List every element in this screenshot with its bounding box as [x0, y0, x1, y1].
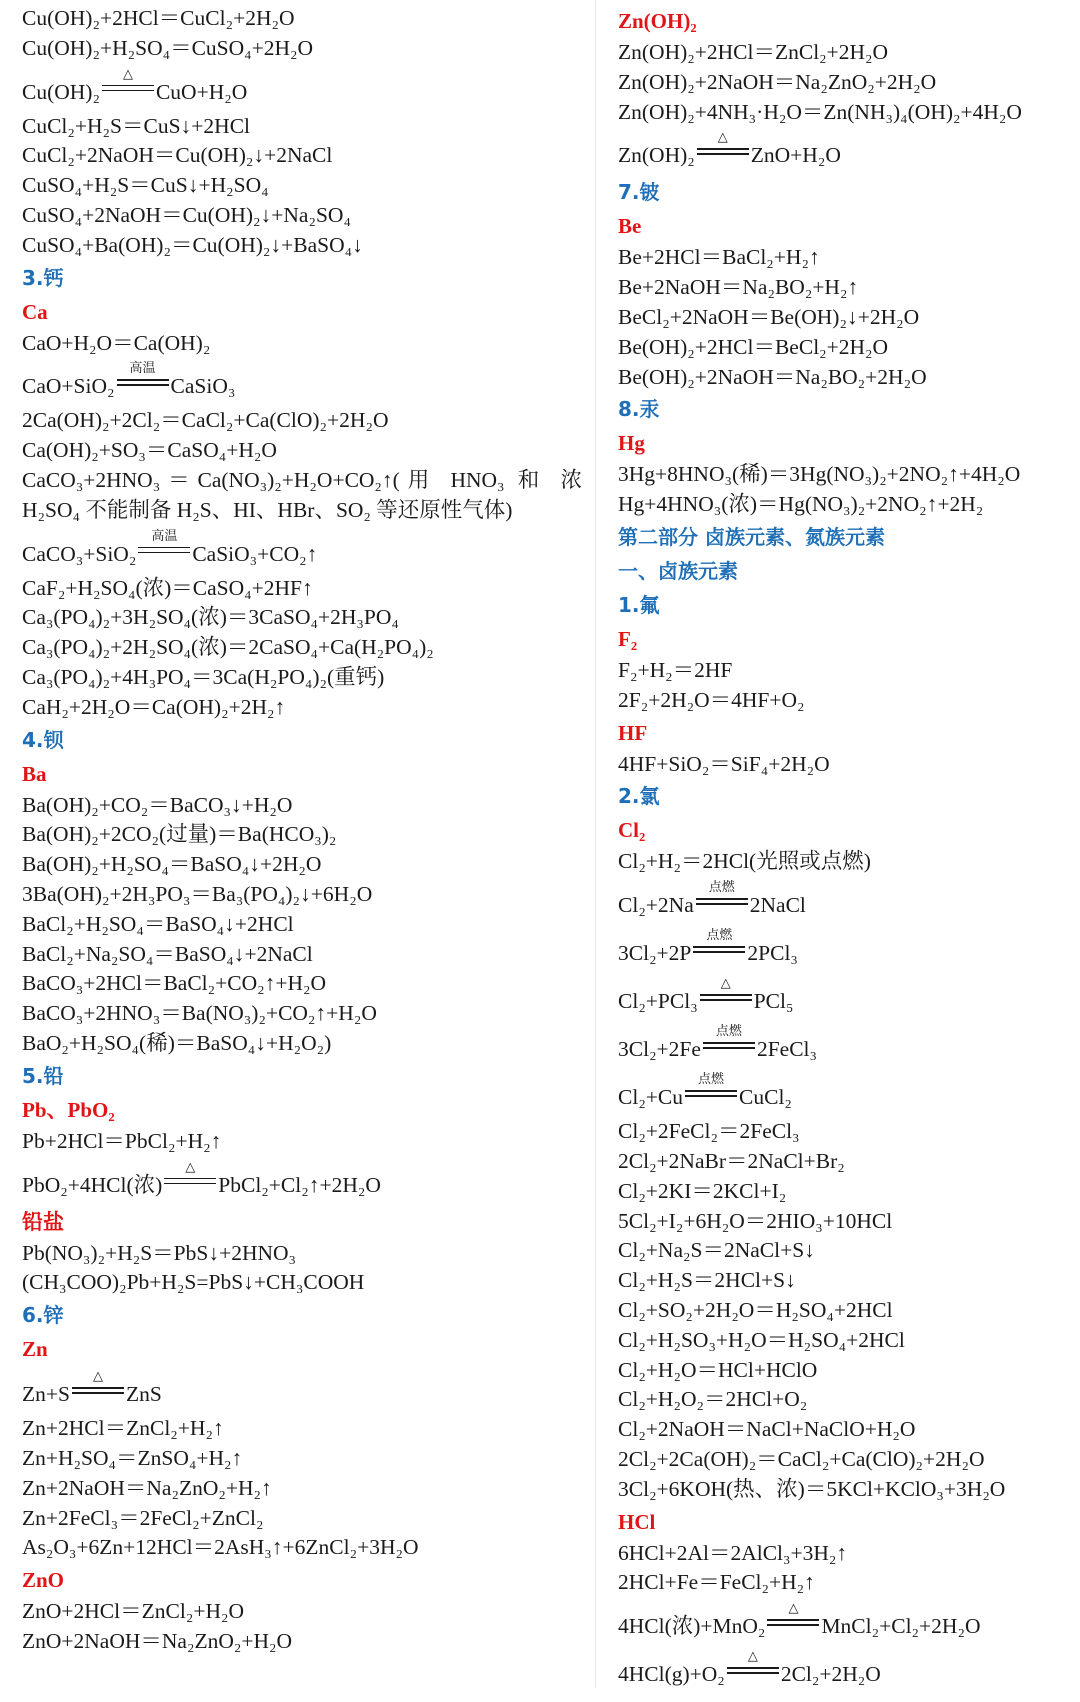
equation-line: CaO+H₂O＝Ca(OH)₂	[22, 330, 211, 355]
equation-products: CuCl₂	[739, 1085, 792, 1110]
equals-bar-top	[727, 1667, 779, 1668]
equals-bar-bottom	[700, 999, 752, 1000]
equation-line: 4HF+SiO₂＝SiF₄+2H₂O	[618, 751, 830, 776]
reaction-condition-sign	[72, 1369, 124, 1395]
equation-line: Ba(OH)₂+CO₂＝BaCO₃↓+H₂O	[22, 792, 293, 817]
equals-bar-top	[164, 1178, 216, 1179]
equation-line: Be(OH)₂+2NaOH＝Na₂BO₂+2H₂O	[618, 364, 927, 389]
equals-bar-bottom	[693, 951, 745, 952]
section-heading: 7.铍	[618, 180, 660, 205]
reaction-condition: 高温	[151, 528, 178, 544]
equation-line: F₂+H₂＝2HF	[618, 657, 733, 682]
equation-products: 2PCl₃	[747, 941, 798, 966]
conditional-equation-line	[618, 973, 1068, 1021]
right-column	[618, 4, 1068, 1694]
equation-products: PbCl₂+Cl₂↑+2H₂O	[218, 1172, 381, 1197]
substance-heading: Cl₂	[618, 818, 646, 843]
reaction-condition: 点燃	[708, 880, 735, 896]
equals-bar-bottom	[696, 903, 748, 904]
equation-reactants: Cl₂+2Na	[618, 893, 694, 918]
substance-heading: 铅盐	[22, 1209, 64, 1234]
substance-heading: Zn(OH)₂	[618, 9, 697, 33]
equals-bar-top	[696, 898, 748, 899]
conditional-equation-line	[618, 1646, 1068, 1694]
equation-line: 2F₂+2H₂O＝4HF+O₂	[618, 687, 805, 712]
equation-line: (CH₃COO)₂Pb+H₂S=PbS↓+CH₃COOH	[22, 1270, 365, 1295]
equation-line: 3Hg+8HNO₃(稀)＝3Hg(NO₃)₂+2NO₂↑+4H₂O	[618, 462, 1021, 487]
equation-products: ZnS	[125, 1382, 162, 1407]
equation-reactants: Cu(OH)₂	[22, 79, 100, 104]
equation-line: Zn(OH)₂+2HCl＝ZnCl₂+2H₂O	[618, 40, 889, 64]
equals-bar-top	[700, 994, 752, 995]
equation-line: CuSO₄+Ba(OH)₂＝Cu(OH)₂↓+BaSO₄↓	[22, 232, 363, 257]
reaction-condition: △	[92, 1369, 103, 1385]
reaction-condition-sign	[727, 1649, 779, 1675]
reaction-condition: 点燃	[706, 928, 733, 944]
reaction-condition-sign	[164, 1159, 216, 1186]
equation-reactants: PbO₂+4HCl(浓)	[22, 1172, 163, 1197]
equals-bar-top	[102, 85, 154, 86]
equation-line: Ca₃(PO₄)₂+2H₂SO₄(浓)＝2CaSO₄+Ca(H₂PO₄)₂	[22, 635, 434, 660]
equation-products: CuO+H₂O	[155, 79, 248, 104]
equals-bar-top	[693, 946, 745, 947]
equation-line: Cl₂+2FeCl₂＝2FeCl₃	[618, 1119, 800, 1144]
equals-bar-top	[138, 547, 190, 548]
equation-products: CaSiO₃	[170, 374, 236, 399]
equation-reactants: Cl₂+PCl₃	[618, 989, 698, 1014]
conditional-equation-line	[22, 64, 582, 112]
reaction-condition-sign	[138, 528, 190, 555]
equation-line: Cu(OH)₂+2HCl＝CuCl₂+2H₂O	[22, 6, 295, 30]
reaction-condition: 高温	[129, 361, 156, 377]
equation-line: Zn+2NaOH＝Na₂ZnO₂+H₂↑	[22, 1475, 272, 1500]
reaction-condition: 点燃	[715, 1024, 742, 1040]
section-heading: 4.钡	[22, 727, 64, 752]
conditional-equation-line	[22, 526, 582, 574]
conditional-equation-line	[618, 1069, 1068, 1117]
equation-reactants: Cl₂+Cu	[618, 1085, 684, 1110]
equation-line: CaCO₃+2HNO₃＝Ca(NO₃)₂+H₂O+CO₂↑(用 HNO₃ 和 浓 H₂SO₄ 不能制备 H₂S、HI、HBr、SO₂ 等还原性气体)	[22, 467, 582, 522]
substance-heading: Pb、PbO₂	[22, 1097, 115, 1122]
equation-line: BaO₂+H₂SO₄(稀)＝BaSO₄↓+H₂O₂)	[22, 1030, 332, 1055]
equation-line: BaCO₃+2HCl＝BaCl₂+CO₂↑+H₂O	[22, 971, 327, 996]
equation-line: Be+2NaOH＝Na₂BO₂+H₂↑	[618, 275, 859, 300]
reaction-condition: △	[788, 1601, 799, 1617]
equation-line: Zn+2FeCl₃＝2FeCl₂+ZnCl₂	[22, 1505, 264, 1530]
equation-line: BaCO₃+2HNO₃＝Ba(NO₃)₂+CO₂↑+H₂O	[22, 1001, 377, 1026]
section-heading: 5.铅	[22, 1063, 64, 1088]
column-divider	[595, 0, 596, 1688]
equation-line: Cl₂+SO₂+2H₂O＝H₂SO₄+2HCl	[618, 1297, 893, 1322]
substance-heading: F₂	[618, 626, 638, 651]
equation-reactants: 4HCl(g)+O₂	[618, 1662, 725, 1687]
equals-bar-bottom	[164, 1183, 216, 1184]
reaction-condition: 点燃	[698, 1072, 725, 1088]
equation-products: 2FeCl₃	[756, 1037, 817, 1062]
equals-bar-top	[767, 1619, 819, 1620]
reaction-condition: △	[122, 66, 133, 82]
equals-bar-bottom	[102, 90, 154, 91]
substance-heading: Be	[618, 214, 642, 239]
equation-line: 3Ba(OH)₂+2H₃PO₃＝Ba₃(PO₄)₂↓+6H₂O	[22, 881, 373, 906]
equals-bar-bottom	[767, 1624, 819, 1625]
equation-line: 6HCl+2Al＝2AlCl₃+3H₂↑	[618, 1540, 848, 1565]
section-heading: 8.汞	[618, 397, 660, 422]
equals-bar-bottom	[727, 1672, 779, 1673]
equation-line: As₂O₃+6Zn+12HCl＝2AsH₃↑+6ZnCl₂+3H₂O	[22, 1535, 419, 1560]
equals-bar-top	[72, 1387, 124, 1388]
equals-bar-bottom	[72, 1392, 124, 1393]
equation-products: MnCl₂+Cl₂+2H₂O	[821, 1614, 981, 1639]
equation-line: Cl₂+H₂S＝2HCl+S↓	[618, 1268, 796, 1293]
reaction-condition-sign	[703, 1024, 755, 1050]
equation-reactants: Zn(OH)₂	[618, 143, 695, 168]
equation-line: Cl₂+H₂O＝HCl+HClO	[618, 1357, 818, 1382]
equation-products: PCl₅	[753, 989, 794, 1014]
reaction-condition-sign	[697, 130, 749, 156]
equation-line: Zn(OH)₂+2NaOH＝Na₂ZnO₂+2H₂O	[618, 69, 937, 94]
substance-heading: Ba	[22, 761, 47, 786]
equation-products: 2Cl₂+2H₂O	[780, 1662, 881, 1687]
equation-reactants: CaO+SiO₂	[22, 374, 115, 399]
equation-line: Zn(OH)₂+4NH₃·H₂O＝Zn(NH₃)₄(OH)₂+4H₂O	[618, 99, 1022, 124]
section-heading: 3.钙	[22, 265, 64, 290]
equation-line: Zn+H₂SO₄＝ZnSO₄+H₂↑	[22, 1445, 243, 1470]
equation-line: 5Cl₂+I₂+6H₂O＝2HIO₃+10HCl	[618, 1208, 893, 1233]
section-heading: 1.氟	[618, 592, 660, 617]
reaction-condition: △	[747, 1649, 758, 1665]
section-heading: 一、卤族元素	[618, 558, 738, 583]
equation-products: 2NaCl	[749, 893, 806, 918]
equation-line: Cl₂+H₂＝2HCl(光照或点燃)	[618, 849, 871, 874]
equals-bar-top	[685, 1090, 737, 1091]
equation-line: 2HCl+Fe＝FeCl₂+H₂↑	[618, 1570, 815, 1595]
equation-line: Cl₂+2KI＝2KCl+I₂	[618, 1178, 787, 1203]
equals-bar-bottom	[703, 1047, 755, 1048]
equation-line: 2Ca(OH)₂+2Cl₂＝CaCl₂+Ca(ClO)₂+2H₂O	[22, 408, 389, 433]
equation-line: ZnO+2HCl＝ZnCl₂+H₂O	[22, 1599, 244, 1624]
equation-line: Be(OH)₂+2HCl＝BeCl₂+2H₂O	[618, 334, 889, 359]
equals-bar-bottom	[138, 552, 190, 553]
equation-line: Cl₂+2NaOH＝NaCl+NaClO+H₂O	[618, 1417, 916, 1442]
equation-reactants: CaCO₃+SiO₂	[22, 541, 137, 566]
equation-line: Be+2HCl＝BaCl₂+H₂↑	[618, 245, 820, 270]
reaction-condition: △	[720, 976, 731, 992]
equation-line: Ca₃(PO₄)₂+4H₃PO₄＝3Ca(H₂PO₄)₂(重钙)	[22, 664, 385, 689]
conditional-equation-line	[22, 1157, 582, 1205]
equation-reactants: 3Cl₂+2Fe	[618, 1037, 701, 1062]
equation-line: Zn+2HCl＝ZnCl₂+H₂↑	[22, 1416, 224, 1441]
equation-line: Cu(OH)₂+H₂SO₄＝CuSO₄+2H₂O	[22, 35, 314, 60]
substance-heading: HCl	[618, 1509, 656, 1534]
reaction-condition: △	[717, 130, 728, 146]
section-heading: 6.锌	[22, 1303, 64, 1328]
equals-bar-bottom	[117, 384, 169, 385]
equals-bar-top	[117, 379, 169, 380]
equation-line: Ba(OH)₂+2CO₂(过量)＝Ba(HCO₃)₂	[22, 822, 337, 847]
reaction-condition-sign	[102, 66, 154, 93]
substance-heading: Zn	[22, 1337, 48, 1362]
substance-heading: Hg	[618, 431, 645, 456]
equation-line: Ca₃(PO₄)₂+3H₂SO₄(浓)＝3CaSO₄+2H₃PO₄	[22, 605, 399, 630]
equation-line: Cl₂+H₂SO₃+H₂O＝H₂SO₄+2HCl	[618, 1327, 905, 1352]
equation-line: Pb(NO₃)₂+H₂S＝PbS↓+2HNO₃	[22, 1240, 297, 1265]
equation-line: 2Cl₂+2Ca(OH)₂＝CaCl₂+Ca(ClO)₂+2H₂O	[618, 1446, 985, 1471]
equation-line: CuSO₄+H₂S＝CuS↓+H₂SO₄	[22, 173, 269, 198]
conditional-equation-line	[22, 1366, 582, 1414]
conditional-equation-line	[618, 127, 1068, 175]
conditional-equation-line	[22, 358, 582, 406]
equals-bar-bottom	[685, 1095, 737, 1096]
equation-line: Cl₂+Na₂S＝2NaCl+S↓	[618, 1238, 815, 1263]
equation-reactants: Zn+S	[22, 1382, 70, 1407]
equation-reactants: 3Cl₂+2P	[618, 941, 692, 966]
reaction-condition-sign	[117, 361, 169, 387]
equation-line: 2Cl₂+2NaBr＝2NaCl+Br₂	[618, 1148, 845, 1173]
conditional-equation-line	[618, 1021, 1068, 1069]
equation-line: CaF₂+H₂SO₄(浓)＝CaSO₄+2HF↑	[22, 575, 313, 600]
conditional-equation-line	[618, 877, 1068, 925]
conditional-equation-line	[618, 925, 1068, 973]
equals-bar-bottom	[697, 153, 749, 154]
section-heading: 2.氯	[618, 784, 660, 809]
equation-products: ZnO+H₂O	[750, 143, 841, 168]
equation-line: Hg+4HNO₃(浓)＝Hg(NO₃)₂+2NO₂↑+2H₂	[618, 492, 984, 517]
equation-line: Cl₂+H₂O₂＝2HCl+O₂	[618, 1387, 808, 1412]
equation-line: BaCl₂+H₂SO₄＝BaSO₄↓+2HCl	[22, 911, 294, 936]
left-column	[22, 4, 582, 1657]
substance-heading: ZnO	[22, 1568, 65, 1593]
equation-line: ZnO+2NaOH＝Na₂ZnO₂+H₂O	[22, 1628, 293, 1653]
reaction-condition-sign	[685, 1072, 737, 1098]
equation-line: BaCl₂+Na₂SO₄＝BaSO₄↓+2NaCl	[22, 941, 313, 966]
reaction-condition-sign	[693, 928, 745, 954]
equation-reactants: 4HCl(浓)+MnO₂	[618, 1614, 766, 1639]
equation-line: CuCl₂+2NaOH＝Cu(OH)₂↓+2NaCl	[22, 143, 333, 168]
substance-heading: Ca	[22, 299, 48, 324]
reaction-condition-sign	[767, 1601, 819, 1627]
equation-line: Ba(OH)₂+H₂SO₄＝BaSO₄↓+2H₂O	[22, 852, 322, 877]
equation-line: BeCl₂+2NaOH＝Be(OH)₂↓+2H₂O	[618, 304, 920, 329]
equation-line: CuCl₂+H₂S＝CuS↓+2HCl	[22, 113, 251, 138]
equation-line: 3Cl₂+6KOH(热、浓)＝5KCl+KClO₃+3H₂O	[618, 1476, 1006, 1501]
equation-products: CaSiO₃+CO₂↑	[192, 541, 318, 566]
reaction-condition-sign	[696, 880, 748, 906]
reaction-condition-sign	[700, 976, 752, 1002]
equation-line: CaH₂+2H₂O＝Ca(OH)₂+2H₂↑	[22, 694, 286, 719]
equation-line: Ca(OH)₂+SO₃＝CaSO₄+H₂O	[22, 438, 277, 463]
equals-bar-top	[697, 148, 749, 149]
substance-heading: HF	[618, 720, 648, 745]
equation-line: CuSO₄+2NaOH＝Cu(OH)₂↓+Na₂SO₄	[22, 202, 351, 227]
conditional-equation-line	[618, 1598, 1068, 1646]
reaction-condition: △	[185, 1159, 196, 1175]
equation-line: Pb+2HCl＝PbCl₂+H₂↑	[22, 1128, 222, 1153]
section-heading: 第二部分 卤族元素、氮族元素	[618, 524, 885, 549]
equals-bar-top	[703, 1042, 755, 1043]
